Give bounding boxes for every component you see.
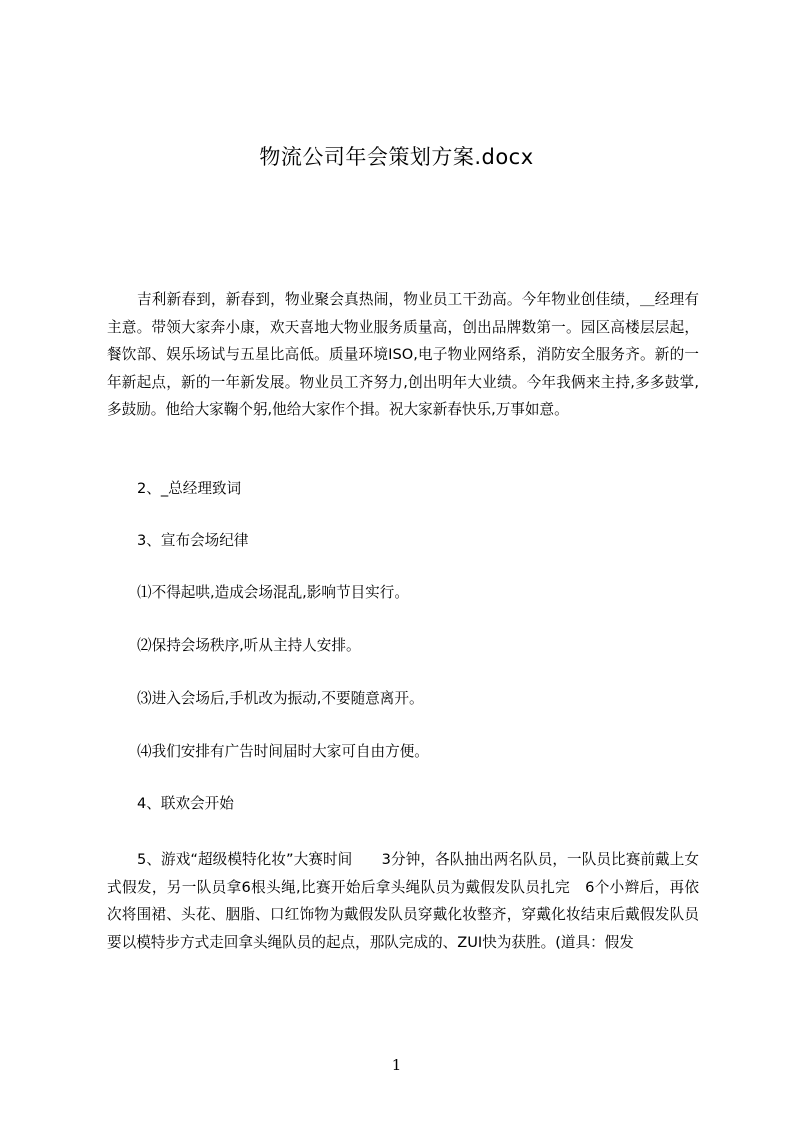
rule-item-1: ⑴不得起哄,造成会场混乱,影响节目实行。 — [137, 584, 409, 601]
section-party-start: 4、联欢会开始 — [137, 795, 234, 812]
rule-item-2: ⑵保持会场秩序,听从主持人安排。 — [137, 637, 361, 654]
section-general-manager-speech: 2、_总经理致词 — [137, 480, 242, 497]
rule-item-4: ⑷我们安排有广告时间届时大家可自由方便。 — [137, 743, 429, 760]
document-title: 物流公司年会策划方案.docx — [259, 145, 534, 169]
game-paragraph: 5、游戏“超级模特化妆”大赛时间 3分钟，各队抽出两名队员，一队员比赛前戴上女式假发，另一队员拿6根头绳,比赛开始后拿头绳队员为戴假发队员扎完 6个小辫后，再依次将围裙、头花、胭脂、口红饰物为戴假发队员穿戴化妆整齐，穿戴化妆结束后戴假发队员要以模特步方式走回拿头绳队员的起点，那队完成的、ZUI快为获胜。(道具：假发 — [107, 851, 699, 951]
section-venue-rules: 3、宣布会场纪律 — [137, 532, 249, 549]
page-number: 1 — [391, 1056, 402, 1074]
intro-paragraph: 吉利新春到，新春到，物业聚会真热闹，物业员工干劲高。今年物业创佳绩，＿经理有主意。带领大家奔小康，欢天喜地大物业服务质量高，创出品牌数第一。园区高楼层层起，餐饮部、娱乐场试与五星比高低。质量环境ISO,电子物业网络系，消防安全服务齐。新的一年新起点，新的一年新发展。物业员工齐努力,创出明年大业绩。今年我俩来主持,多多鼓掌,多鼓励。他给大家鞠个躬,他给大家作个揖。祝大家新春快乐,万事如意。 — [107, 291, 699, 418]
rule-item-3: ⑶进入会场后,手机改为振动,不要随意离开。 — [137, 690, 424, 707]
